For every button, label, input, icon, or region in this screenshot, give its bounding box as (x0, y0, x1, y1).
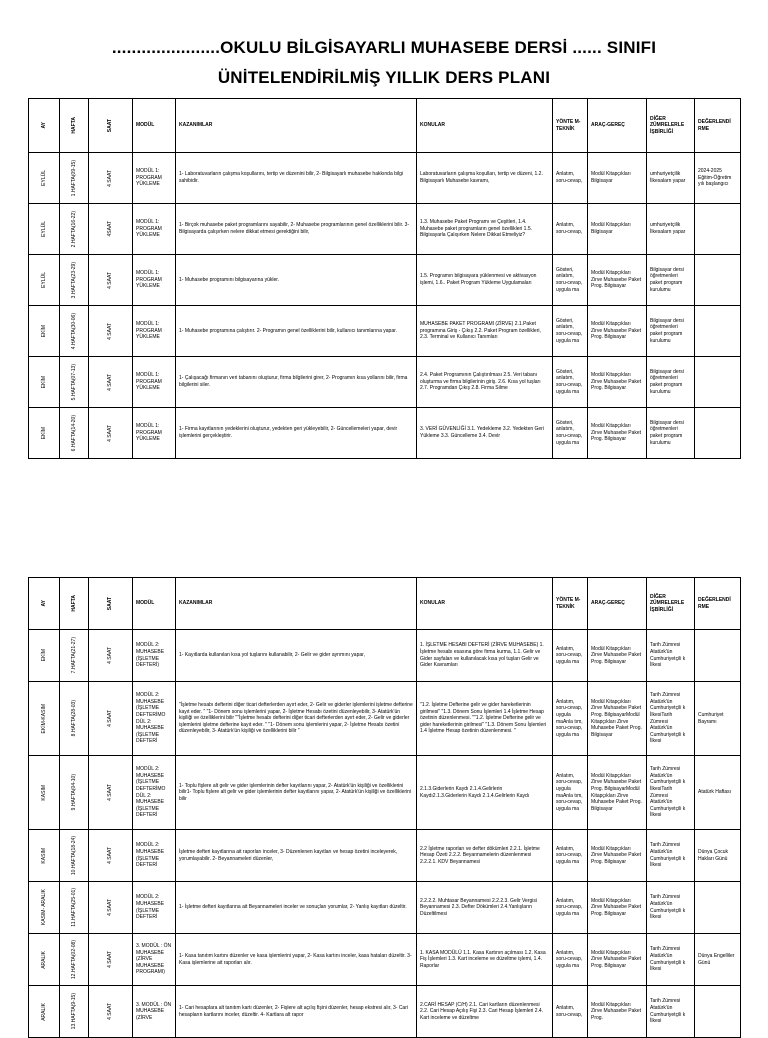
document-title-line-2: ÜNİTELENDİRİLMİŞ YILLIK DERS PLANI (217, 68, 551, 87)
cell-ay (29, 882, 60, 934)
header-kazanimlar: KAZANIMLAR (176, 578, 417, 630)
ay-text: KASIM- ARALIK (40, 889, 47, 926)
cell-ay (29, 204, 60, 255)
cell-arac: Modül Kitapçıkları Zirve Muhasebe Paket Prog. Bilgisayar (588, 408, 647, 459)
ay-text: EKİM (40, 324, 47, 338)
cell-arac: Modül Kitapçıkları Bilgisayar (588, 153, 647, 204)
hafta-text: 10.HAFTA(18-24) (70, 835, 77, 876)
cell-yontem: Anlatım, soru-cevap, uygula maAnla tım, soru-cevap, uygula ma (553, 756, 588, 830)
cell-modul: MODÜL 2: MUHASEBE (İŞLETME DEFTERİMO DÜL 2: MUHASEBE (İŞLETME DEFTERİ (133, 682, 176, 756)
cell-diger: Tarih Zümresi Atatürk'ün Cumhuriyetçili k İlkesi (647, 986, 695, 1038)
cell-ay (29, 255, 60, 306)
cell-yontem: Anlatım, soru-cevap, (553, 204, 588, 255)
header-diger: DİĞER ZÜMRELERLE İŞBİRLİĞİ (647, 578, 695, 630)
hafta-text: 2.HAFTA(16-22) (70, 210, 77, 248)
cell-diger: Bilgisayar dersi öğretmenleri paket program kurulumu (647, 357, 695, 408)
saat-text: 4 SAAT (107, 1003, 114, 1020)
table-row (29, 204, 741, 255)
table-row (29, 934, 741, 986)
cell-arac: Modül Kitapçıkları Zirve Muhasebe Paket Prog. Bilgisayar (588, 306, 647, 357)
header-yontem: YÖNTE M- TEKNİK (553, 578, 588, 630)
cell-modul: MODÜL 2: MUHASEBE (İŞLETME DEFTERİ (133, 882, 176, 934)
cell-kazanimlar: 1- Muhasebe programına çalıştırır. 2- Programın genel özelliklerini bilir, kullanıcı tanımlarına yapar. (176, 306, 417, 357)
cell-diger: Tarih Zümresi Atatürk'ün Cumhuriyetçili k İlkesi (647, 882, 695, 934)
cell-yontem: Gösteri, anlatım, soru-cevap, uygula ma (553, 306, 588, 357)
cell-yontem: Anlatım, soru-cevap, uygula ma (553, 830, 588, 882)
cell-konular: 1.3. Muhasebe Paket Programı ve Çeşitleri, 1.4. Muhasebe paket programların genel özellikleri 1.5. Bilgisayarla Çalışırken Nelere Dikkat Etmeliyiz? (417, 204, 553, 255)
cell-diger: umhuriyetçilik İlkesalarn yapar (647, 153, 695, 204)
ay-text: ARALIK (40, 950, 47, 969)
cell-kazanimlar: 1- Firma kayıtlarının yedeklerini oluşturur, yedekten geri yükleyebilir, 2- Güncellemeleri yapar, devir işlemlerini gerçekleştirir. (176, 408, 417, 459)
cell-degerlendirme: Dünya Engelliler Günü (695, 934, 741, 986)
table-row (29, 408, 741, 459)
cell-kazanimlar: 1- Çalışacağı firmanın veri tabanını oluşturur, firma bilgilerini girer, 2- Programın kısa yollarını bilir, firma bilgilerini siler. (176, 357, 417, 408)
cell-hafta (60, 882, 89, 934)
header-degerlendirme: DEĞERLENDİ RME (695, 578, 741, 630)
saat-text: 4 SAAT (107, 899, 114, 916)
header-hafta: HAFTA (60, 99, 89, 153)
cell-modul: MODÜL 2: MUHASEBE (İŞLETME DEFTERİMO DÜL 2: MUHASEBE (İŞLETME DEFTERİ (133, 756, 176, 830)
saat-text: 4 SAAT (107, 647, 114, 664)
cell-arac: Modül Kitapçıkları Zirve Muhasebe Paket Prog. Bilgisayar (588, 934, 647, 986)
cell-diger: Tarih Zümresi Atatürk'ün Cumhuriyetçili k İlkesi (647, 630, 695, 682)
cell-modul: MODÜL 2: MUHASEBE (İŞLETME DEFTERİ (133, 830, 176, 882)
cell-saat (89, 986, 133, 1038)
cell-ay (29, 306, 60, 357)
cell-konular: 2.2 İşletme raporları ve defter dökümleri 2.2.1. İşletme Hesap Özeti 2.2.2. Beyannamelerin düzenlenmesi 2.2.2.1. KDV Beyannamesi (417, 830, 553, 882)
saat-text: 4 SAAT (107, 847, 114, 864)
saat-text: 4 SAAT (107, 271, 114, 289)
header-ay: AY (29, 578, 60, 630)
header-konular: KONULAR (417, 99, 553, 153)
saat-text: 4 SAAT (107, 373, 114, 391)
cell-saat (89, 630, 133, 682)
cell-yontem: Anlatım, soru-cevap, uygula ma (553, 934, 588, 986)
hafta-text: 11.HAFTA(25-01) (70, 888, 77, 927)
header-row (29, 578, 741, 630)
cell-degerlendirme (695, 204, 741, 255)
cell-arac: Modül Kitapçıkları Zirve Muhasebe Paket Prog. BilgisayarModül Kitapçıkları Zirve Muhasebe Paket Prog. Bilgisayar (588, 756, 647, 830)
hafta-text: 6.HAFTA(14-20) (70, 414, 77, 452)
cell-modul: MODÜL 1: PROGRAM YÜKLEME (133, 357, 176, 408)
cell-ay (29, 934, 60, 986)
cell-yontem: Anlatım, soru-cevap, (553, 986, 588, 1038)
ay-text: EYLÜL (40, 221, 47, 237)
cell-konular: 2.2.2.2. Muhtasar Beyannamesi 2.2.2.3. Gelir Vergisi Beyannamesi 2.3. Defter Dökümleri 2.4.Yanlışların Düzeltilmesi (417, 882, 553, 934)
cell-hafta (60, 255, 89, 306)
document-title-line-1: ......................OKULU BİLGİSAYARLI MUHASEBE DERSİ ...... SINIFI (111, 38, 657, 57)
cell-degerlendirme (695, 630, 741, 682)
cell-kazanimlar: 1- Birçok muhasebe paket programlarını sayabilir, 2- Muhasebe programlarının genel özelliklerini bilir. 3- Bilgisayarda çalışırken nelere dikkat etmesi gerektiğini bilir, (176, 204, 417, 255)
header-saat: SAAT (89, 99, 133, 153)
ay-text: EKİM (40, 649, 47, 662)
hafta-text: 7.HAFTA(21-27) (70, 637, 77, 674)
header-modul: MODÜL (133, 99, 176, 153)
saat-text: 4 SAAT (107, 951, 114, 968)
hafta-text: 5.HAFTA(07-13) (70, 363, 77, 401)
cell-hafta (60, 357, 89, 408)
cell-ay (29, 630, 60, 682)
saat-text: 4 SAAT (107, 424, 114, 442)
cell-degerlendirme (695, 255, 741, 306)
header-modul: MODÜL (133, 578, 176, 630)
hafta-text: 13.HAFTA(9-15) (70, 993, 77, 1030)
table-row (29, 830, 741, 882)
cell-saat (89, 357, 133, 408)
hafta-text: 1.HAFTA(09-15) (70, 159, 77, 197)
cell-saat (89, 204, 133, 255)
hafta-text: 3.HAFTA(23-29) (70, 261, 77, 299)
ay-text: EYLÜL (40, 272, 47, 288)
hafta-text: 8.HAFTA(28-03) (70, 700, 77, 737)
cell-arac: Modül Kitapçıkları Zirve Muhasebe Paket Prog. Bilgisayar (588, 830, 647, 882)
cell-modul: 3. MODÜL : ÖN MUHASEBE (ZİRVE MUHASEBE PROGRAMI) (133, 934, 176, 986)
cell-hafta (60, 934, 89, 986)
cell-degerlendirme (695, 882, 741, 934)
cell-arac: Modül Kitapçıkları Zirve Muhasebe Paket Prog. Bilgisayar (588, 630, 647, 682)
cell-konular: 1. KASA MODÜLÜ 1.1. Kasa Kartının açılması 1.2. Kasa Fiş İşlemleri 1.3. Kart inceleme ve düzeltme işlemi, 1.4. Raporlar (417, 934, 553, 986)
cell-modul: MODÜL 1: PROGRAM YÜKLEME (133, 153, 176, 204)
hafta-text: 9.HAFTA(04-10) (70, 774, 77, 811)
cell-hafta (60, 204, 89, 255)
cell-konular: 3. VERİ GÜVENLİĞİ 3.1. Yedekleme 3.2. Yedekten Geri Yükleme 3.3. Güncelleme 3.4. Devir (417, 408, 553, 459)
cell-hafta (60, 153, 89, 204)
header-konular: KONULAR (417, 578, 553, 630)
saat-text: 4 SAAT (107, 784, 114, 801)
ay-text: KASIM (40, 847, 47, 864)
cell-modul: MODÜL 1: PROGRAM YÜKLEME (133, 204, 176, 255)
cell-ay (29, 830, 60, 882)
cell-modul: MODÜL 1: PROGRAM YÜKLEME (133, 255, 176, 306)
cell-konular: MUHASEBE PAKET PROGRAMI (ZİRVE) 2.1.Paket programına Giriş - Çıkış 2.2. Paket Program özellikleri, 2.3. Terminal ve Kullanıcı Tanımları (417, 306, 553, 357)
cell-diger: Tarih Zümresi Atatürk'ün Cumhuriyetçili k İlkesiTarih Zümresi Atatürk'ün Cumhuriyetçili k İlkesi (647, 682, 695, 756)
table-row (29, 882, 741, 934)
cell-degerlendirme (695, 408, 741, 459)
table-row (29, 756, 741, 830)
cell-kazanimlar: 1- İşletme defteri kayıtlarına ait Beyannameleri inceler ve sonuçları yorumlar, 2- Yanlış kayıtları düzeltir. (176, 882, 417, 934)
annual-plan-table-2 (28, 577, 741, 1038)
cell-degerlendirme (695, 306, 741, 357)
cell-diger: umhuriyetçilik İlkesalarn yapar (647, 204, 695, 255)
header-arac: ARAÇ-GEREÇ (588, 578, 647, 630)
cell-hafta (60, 630, 89, 682)
cell-diger: Bilgisayar dersi öğretmenleri paket program kurulumu (647, 408, 695, 459)
cell-arac: Modül Kitapçıkları Zirve Muhasebe Paket Prog. (588, 986, 647, 1038)
cell-diger: Tarih Zümresi Atatürk'ün Cumhuriyetçili k İlkesi (647, 830, 695, 882)
cell-konular: 2.CARİ HESAP (C/H) 2.1. Cari kartların düzenlenmesi 2.2. Cari Hesap Açılış Fişi 2.3. Cari Hesap İşlemleri 2.4. Kart inceleme ve düzeltme (417, 986, 553, 1038)
cell-konular: "1.2. İşletme Defterine gelir ve gider hareketlerinin girilmesi" "1.3. Dönem Sonu İşlemleri 1.4 İşletme Hesap özetinin düzenlenmesi. ""1.2. İşletme Defterine gelir ve gider hareketlerinin girilmesi" "1.3. Dönem Sonu İşlemleri 1.4 İşletme Hesap özetinin düzenlenmesi. " (417, 682, 553, 756)
cell-kazanimlar: 1- Muhasebe programını bilgisayarına yükler. (176, 255, 417, 306)
cell-yontem: Anlatım, soru-cevap, uygula maAnla tım, soru-cevap, uygula ma (553, 682, 588, 756)
cell-saat (89, 756, 133, 830)
cell-degerlendirme (695, 986, 741, 1038)
header-ay: AY (29, 99, 60, 153)
cell-hafta (60, 756, 89, 830)
ay-text: EYLÜL (40, 170, 47, 186)
table-row (29, 682, 741, 756)
header-row (29, 99, 741, 153)
table-row (29, 306, 741, 357)
cell-kazanimlar: İşletme defteri kayıtlarına ait raporları inceler, 3- Düzenlenen kayıtları ve hesap özetini inceleyerek, yorumlayabilir. 2- Beyannameleri düzenler, (176, 830, 417, 882)
cell-saat (89, 934, 133, 986)
table-row (29, 630, 741, 682)
cell-ay (29, 153, 60, 204)
cell-modul: MODÜL 1: PROGRAM YÜKLEME (133, 306, 176, 357)
cell-konular: 2.4. Paket Programının Çalıştırılması 2.5. Veri tabanı oluşturma ve firma bilgilerinin giriş. 2.6. Kısa yol tuşları 2.7. Programdan Çıkış 2.8. Firma Silme (417, 357, 553, 408)
table-row (29, 255, 741, 306)
cell-hafta (60, 682, 89, 756)
cell-arac: Modül Kitapçıkları Zirve Muhasebe Paket Prog. Bilgisayar (588, 255, 647, 306)
cell-yontem: Gösteri, anlatım, soru-cevap, uygula ma (553, 255, 588, 306)
table-row (29, 153, 741, 204)
header-diger: DİĞER ZÜMRELERLE İŞBİRLİĞİ (647, 99, 695, 153)
annual-plan-table-1 (28, 98, 741, 459)
cell-modul: MODÜL 2: MUHASEBE (İŞLETME DEFTERİ) (133, 630, 176, 682)
cell-modul: MODÜL 1: PROGRAM YÜKLEME (133, 408, 176, 459)
cell-degerlendirme: Atatürk Haftası (695, 756, 741, 830)
cell-saat (89, 830, 133, 882)
header-yontem: YÖNTE M- TEKNİK (553, 99, 588, 153)
cell-saat (89, 682, 133, 756)
cell-ay (29, 408, 60, 459)
cell-konular: 1. İŞLETME HESABI DEFTERİ (ZİRVE MUHASEBE) 1. İşletme hesabı esasına göre firma kurma, 1.1. Gelir ve Gider sayfaları ve kullanılacak kısa yol tuşları Gelir ve Gider Kavramları (417, 630, 553, 682)
cell-kazanimlar: "İşletme hesabı defterini diğer ticari defterlerden ayırt eder, 2- Gelir ve giderler işlemlerini işletme defterine kayıt eder. " "1- Dönem sonu işlemlerini yapar, 2- İşletme Hesabı özetini düzenleyebilir, 3- Atatürk'ün kişiliği ve özelliklerini bilir ""İşletme hesabı defterini diğer ticari defterlerden ayırt eder, 2- Gelir ve giderler işlemlerini işletme defterine kayıt eder. " "1- Dönem sonu işlemlerini yapar, 2- İşletme Hesabı özetini düzenleyebilir, 3- Atatürk'ün kişiliği ve özelliklerini bilir " (176, 682, 417, 756)
cell-kazanimlar: 1- Kayıtlarda kullanılan kısa yol tuşlarını kullanabilir, 2- Gelir ve gider ayrımını yapar, (176, 630, 417, 682)
cell-kazanimlar: 1- Kasa tanıtım kartını düzenler ve kasa işlemlerini yapar, 2- Kasa kartını inceler, kasa hataları düzeltir. 3- Kasa işlemlerine ait raporları alır. (176, 934, 417, 986)
ay-text: ARALIK (40, 1002, 47, 1021)
cell-modul: 3. MODÜL : ÖN MUHASEBE (ZİRVE (133, 986, 176, 1038)
cell-yontem: Anlatım, soru-cevap, uygula ma (553, 882, 588, 934)
header-arac: ARAÇ-GEREÇ (588, 99, 647, 153)
hafta-text: 12.HAFTA(02-08) (70, 939, 77, 980)
cell-diger: Tarih Zümresi Atatürk'ün Cumhuriyetçili k İlkesi (647, 934, 695, 986)
cell-yontem: Gösteri, anlatım, soru-cevap, uygula ma (553, 357, 588, 408)
header-hafta: HAFTA (60, 578, 89, 630)
saat-text: 4 SAAT (107, 169, 114, 187)
cell-ay (29, 357, 60, 408)
cell-hafta (60, 830, 89, 882)
cell-kazanimlar: 1- Toplu fişlere alt gelir ve gider işlemlerinin defter kayıtlarını yapar, 2- Atatürk'ün kişiliği ve özelliklerini bilir1- Toplu fişlere alt gelir ve gider işlemlerinin defter kayıtlarını yapar, 2- Atatürk'ün kişiliği ve özelliklerini bilir (176, 756, 417, 830)
cell-saat (89, 408, 133, 459)
cell-arac: Modül Kitapçıkları Zirve Muhasebe Paket Prog. Bilgisayar (588, 357, 647, 408)
cell-arac: Modül Kitapçıkları Zirve Muhasebe Paket Prog. BilgisayarModül Kitapçıkları Zirve Muhasebe Paket Prog. Bilgisayar (588, 682, 647, 756)
cell-degerlendirme: 2024-2025 Eğitim-Öğretim yılı başlangıcı (695, 153, 741, 204)
ay-text: EKİM (40, 426, 47, 440)
cell-hafta (60, 306, 89, 357)
header-kazanimlar: KAZANIMLAR (176, 99, 417, 153)
cell-degerlendirme: Cumhuriyet Bayramı (695, 682, 741, 756)
cell-yontem: Anlatım, soru-cevap, uygula ma (553, 630, 588, 682)
cell-diger: Bilgisayar dersi öğretmenleri paket program kurulumu (647, 306, 695, 357)
cell-konular: 1.5. Programın bilgisayara yüklenmesi ve aktivasyon işlemi, 1.6.. Paket Program Yükleme Uygulamaları (417, 255, 553, 306)
cell-saat (89, 153, 133, 204)
cell-ay (29, 682, 60, 756)
cell-saat (89, 306, 133, 357)
cell-konular: 2.1.3.Giderlerin Kaydı 2.1.4.Gelirlerin Kaydı2.1.3.Giderlerin Kaydı 2.1.4.Gelirlerin Kaydı (417, 756, 553, 830)
cell-diger: Bilgisayar dersi öğretmenleri paket program kurulumu (647, 255, 695, 306)
cell-arac: Modül Kitapçıkları Bilgisayar (588, 204, 647, 255)
cell-yontem: Anlatım, soru-cevap, (553, 153, 588, 204)
hafta-text: 4.HAFTA(30-06) (70, 312, 77, 350)
cell-saat (89, 255, 133, 306)
cell-ay (29, 986, 60, 1038)
cell-kazanimlar: 1- Laboratuvarların çalışma koşullarını, tertip ve düzenini bilir, 2- Bilgisayarlı muhasebe hakkında bilgi sahibidir. (176, 153, 417, 204)
table-row (29, 986, 741, 1038)
cell-arac: Modül Kitapçıkları Zirve Muhasebe Paket Prog. Bilgisayar (588, 882, 647, 934)
cell-hafta (60, 986, 89, 1038)
ay-text: EKİM-KASIM (40, 703, 47, 734)
cell-degerlendirme (695, 357, 741, 408)
cell-diger: Tarih Zümresi Atatürk'ün Cumhuriyetçili k İlkesiTarih Zümresi Atatürk'ün Cumhuriyetçili k İlkesi (647, 756, 695, 830)
saat-text: 4 SAAT (107, 322, 114, 340)
cell-ay (29, 756, 60, 830)
ay-text: EKİM (40, 375, 47, 389)
ay-text: KASIM (40, 784, 47, 801)
saat-text: 4SAAT (107, 221, 114, 237)
header-saat: SAAT (89, 578, 133, 630)
cell-kazanimlar: 1- Cari hesaplara alt tanıtım kartı düzenler, 2- Fişlere alt açılış fişini düzenler, hesap ekstresi alır, 3- Cari hesapların kartlarını inceler, düzeltir. 4- Kartlara alt rapor (176, 986, 417, 1038)
cell-yontem: Gösteri, anlatım, soru-cevap, uygula ma (553, 408, 588, 459)
cell-saat (89, 882, 133, 934)
saat-text: 4 SAAT (107, 710, 114, 727)
cell-degerlendirme: Dünya Çocuk Hakları Günü (695, 830, 741, 882)
table-row (29, 357, 741, 408)
cell-konular: Laboratuvarların çalışma koşulları, tertip ve düzeni, 1.2. Bilgisayarlı Muhasebe kavramı, (417, 153, 553, 204)
cell-hafta (60, 408, 89, 459)
header-degerlendirme: DEĞERLENDİ RME (695, 99, 741, 153)
